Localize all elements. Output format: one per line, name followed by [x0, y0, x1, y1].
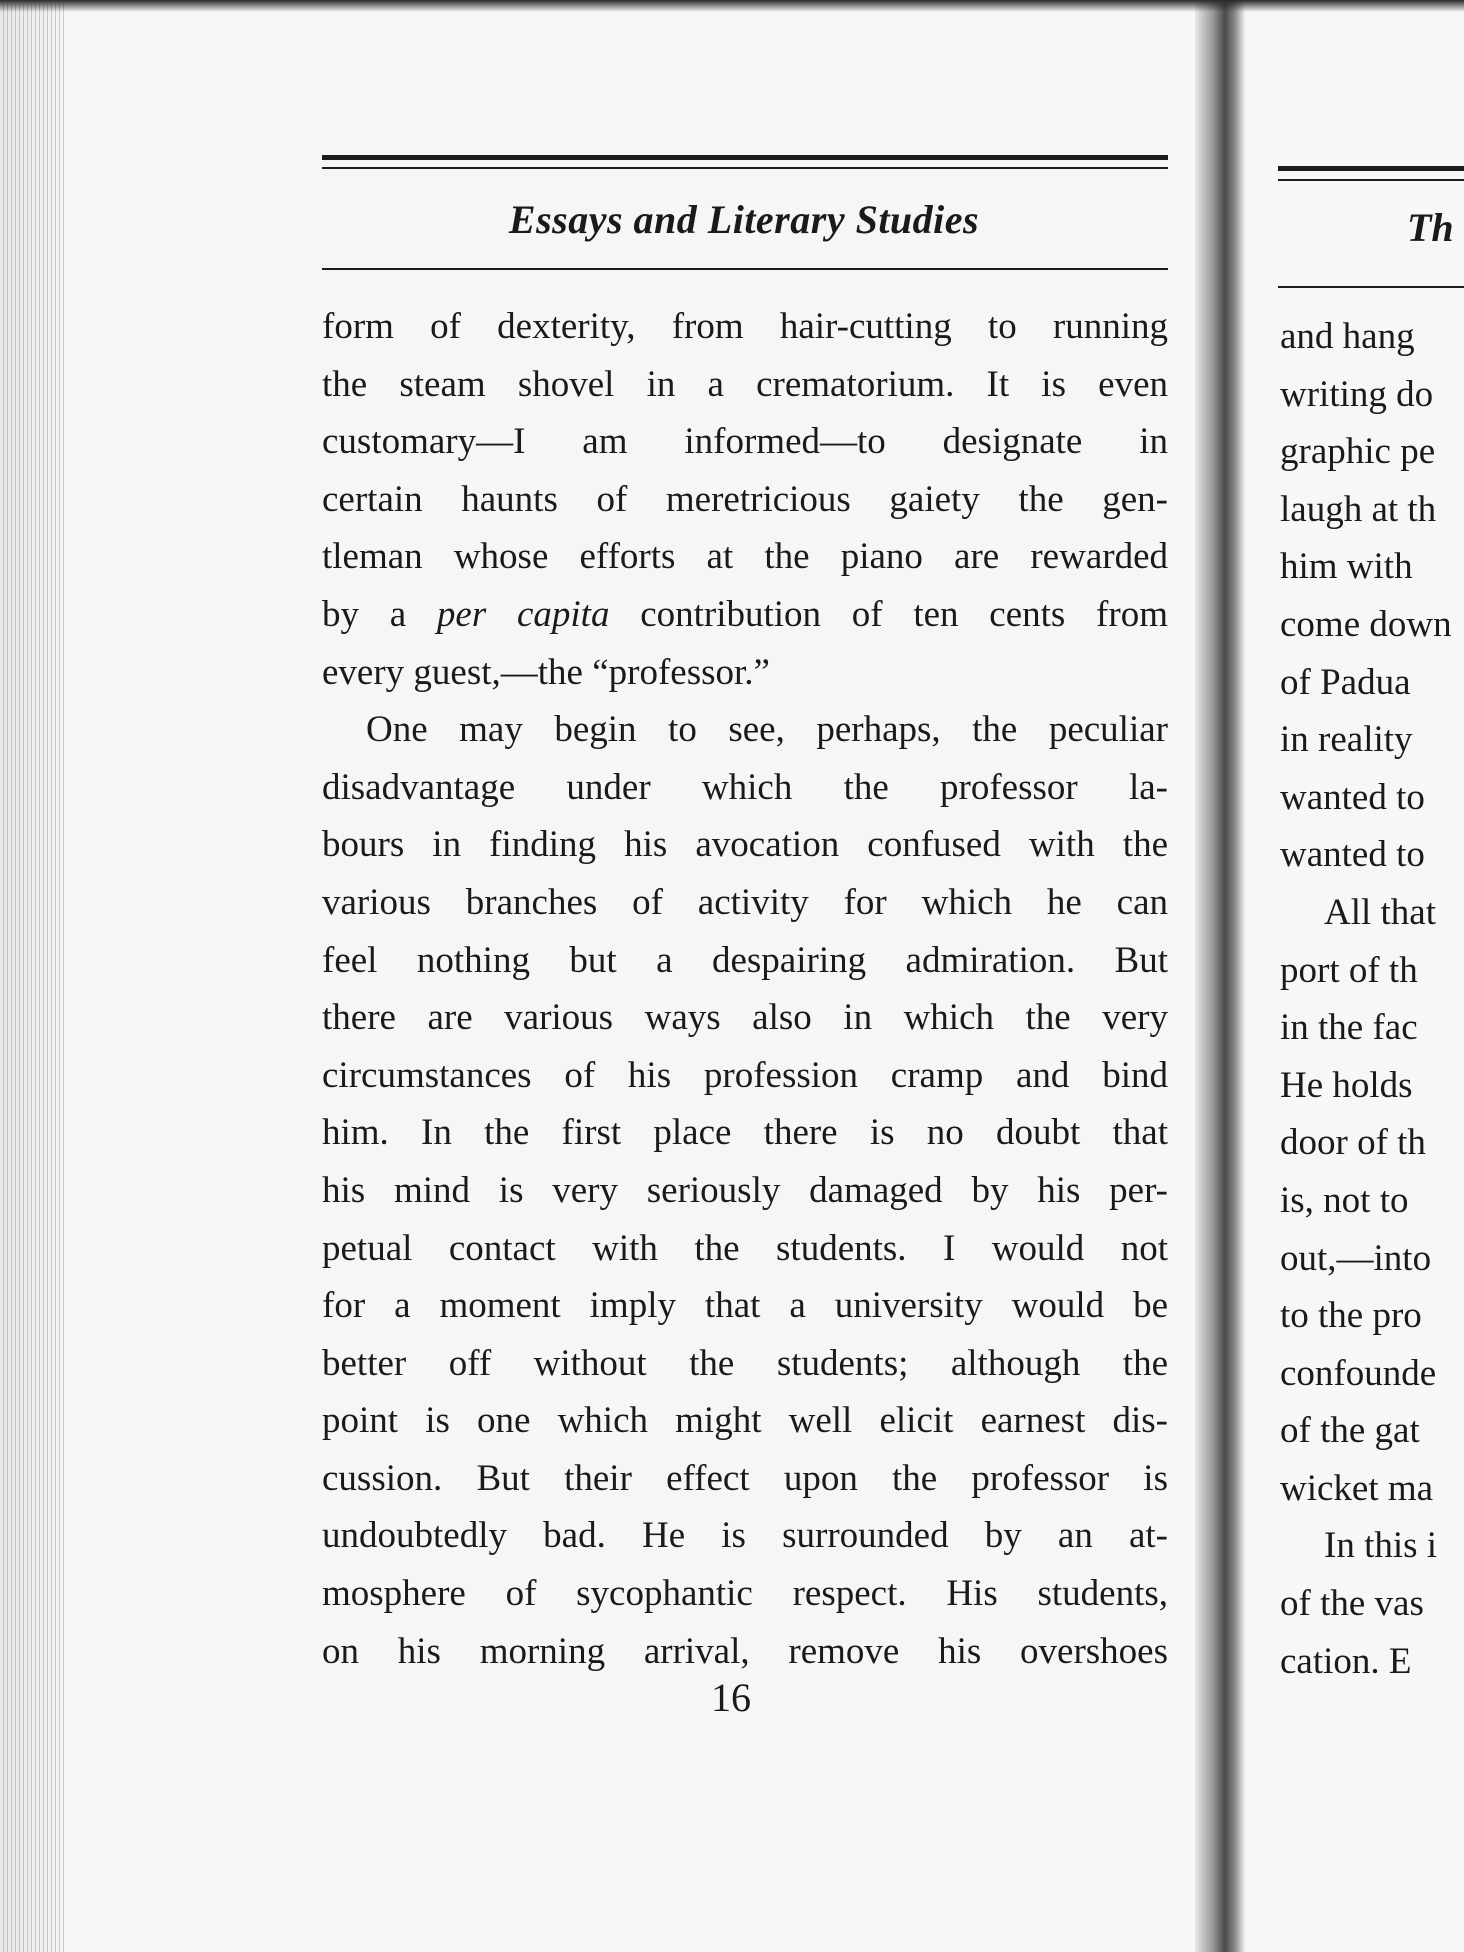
text-line: [322, 759, 1168, 817]
top-shadow: [0, 0, 1464, 12]
right-text-line: In this i: [1324, 1525, 1438, 1567]
italic-phrase: per capita: [436, 593, 610, 635]
right-text-line: in reality: [1280, 719, 1413, 761]
text-line: [322, 701, 1168, 759]
text-line: [322, 989, 1168, 1047]
text-line: [322, 932, 1168, 990]
right-header-rule-bottom: [1278, 286, 1464, 288]
right-text-line: wanted to: [1280, 834, 1425, 876]
header-rule-thin: [322, 167, 1168, 169]
right-text-line: and hang: [1280, 316, 1415, 357]
text-segment: undoubtedly bad. He is surrounded by an at-: [322, 1515, 1168, 1557]
text-segment: petual contact with the students. I would not: [322, 1227, 1168, 1269]
text-line: [322, 1162, 1168, 1220]
text-line: [322, 1565, 1168, 1623]
text-segment: circumstances of his profession cramp and bind: [322, 1054, 1168, 1096]
right-text-line: of Padua: [1280, 661, 1411, 703]
text-segment: feel nothing but a despairing admiration. But: [322, 939, 1168, 981]
running-head: Essays and Literary Studies: [508, 197, 980, 242]
text-segment: bours in finding his avocation confused with the: [322, 824, 1168, 866]
text-segment: there are various ways also in which the very: [322, 997, 1168, 1039]
text-line: [322, 1047, 1168, 1105]
text-line: [322, 1507, 1168, 1565]
text-segment: for a moment imply that a university would be: [322, 1285, 1168, 1327]
text-line: [322, 471, 1168, 529]
page-number-text: 16: [711, 1675, 751, 1720]
right-text-line: to the pro: [1280, 1295, 1422, 1337]
right-text-line: of the vas: [1280, 1583, 1424, 1625]
right-text-line: All that: [1324, 891, 1437, 933]
right-text-line: port of th: [1280, 949, 1418, 991]
text-line: [322, 1623, 1168, 1681]
text-line: [322, 644, 1168, 702]
right-text-line: cation. E: [1280, 1640, 1412, 1682]
text-segment: certain haunts of meretricious gaiety the gen-: [322, 478, 1168, 520]
text-segment: mosphere of sycophantic respect. His students,: [322, 1573, 1168, 1615]
text-segment: the steam shovel in a crematorium. It is even: [322, 363, 1168, 405]
right-text-line: He holds: [1280, 1064, 1413, 1106]
text-segment: point is one which might well elicit earnest dis-: [322, 1400, 1168, 1442]
text-line: [322, 1104, 1168, 1162]
right-text-line: is, not to: [1280, 1179, 1409, 1221]
right-running-head: Th: [1407, 205, 1454, 250]
text-line: [322, 528, 1168, 586]
text-segment: him. In the first place there is no doubt that: [322, 1112, 1168, 1154]
text-segment: tleman whose efforts at the piano are rewarded: [322, 536, 1168, 578]
text-segment: better off without the students; although the: [322, 1342, 1168, 1384]
right-header-rule-thick: [1278, 166, 1464, 171]
text-line: [322, 1392, 1168, 1450]
text-line: [322, 356, 1168, 414]
text-segment: cussion. But their effect upon the professor is: [322, 1457, 1168, 1499]
right-body-text: [1280, 308, 1464, 1690]
text-segment: One may begin to see, perhaps, the peculiar: [366, 709, 1168, 751]
right-text-line: wicket ma: [1280, 1467, 1434, 1509]
text-segment: various branches of activity for which he can: [322, 881, 1168, 923]
text-line: [322, 1220, 1168, 1278]
text-line: [322, 1335, 1168, 1393]
right-text-line: of the gat: [1280, 1410, 1420, 1452]
header-rule-bottom: [322, 268, 1168, 270]
right-text-line: confounde: [1280, 1352, 1437, 1394]
text-line: [322, 1450, 1168, 1508]
text-segment: customary—I am informed—to designate in: [322, 421, 1168, 463]
text-segment: by a: [322, 593, 437, 635]
header-rule-thick: [322, 155, 1168, 160]
right-header-rule-thin: [1278, 179, 1464, 181]
right-text-line: out,—into: [1280, 1237, 1432, 1279]
right-text-line: him with: [1280, 546, 1413, 588]
text-line: [322, 874, 1168, 932]
text-segment: on his morning arrival, remove his overshoes: [322, 1630, 1168, 1672]
right-text-line: laugh at th: [1280, 488, 1437, 530]
right-text-line: wanted to: [1280, 776, 1425, 818]
text-line: [322, 413, 1168, 471]
text-segment: his mind is very seriously damaged by his per-: [322, 1169, 1168, 1211]
text-line: [322, 816, 1168, 874]
text-segment: disadvantage under which the professor la-: [322, 766, 1168, 808]
right-text-line: door of th: [1280, 1122, 1426, 1164]
page-number: [0, 1674, 1464, 1721]
right-text-line: graphic pe: [1280, 431, 1436, 473]
book-gutter: [1195, 0, 1245, 1952]
text-line: [322, 586, 1168, 644]
text-segment: contribution of ten cents from: [609, 593, 1168, 635]
text-segment: form of dexterity, from hair-cutting to running: [322, 306, 1168, 347]
right-text-line: in the fac: [1280, 1007, 1418, 1049]
page-edges: [0, 0, 64, 1952]
right-text-line: come down: [1280, 603, 1452, 645]
text-line: [322, 298, 1168, 356]
text-line: [322, 1277, 1168, 1335]
body-text: [322, 298, 1168, 1680]
text-segment: every guest,—the “professor.”: [322, 651, 770, 693]
right-text-line: writing do: [1280, 373, 1434, 415]
